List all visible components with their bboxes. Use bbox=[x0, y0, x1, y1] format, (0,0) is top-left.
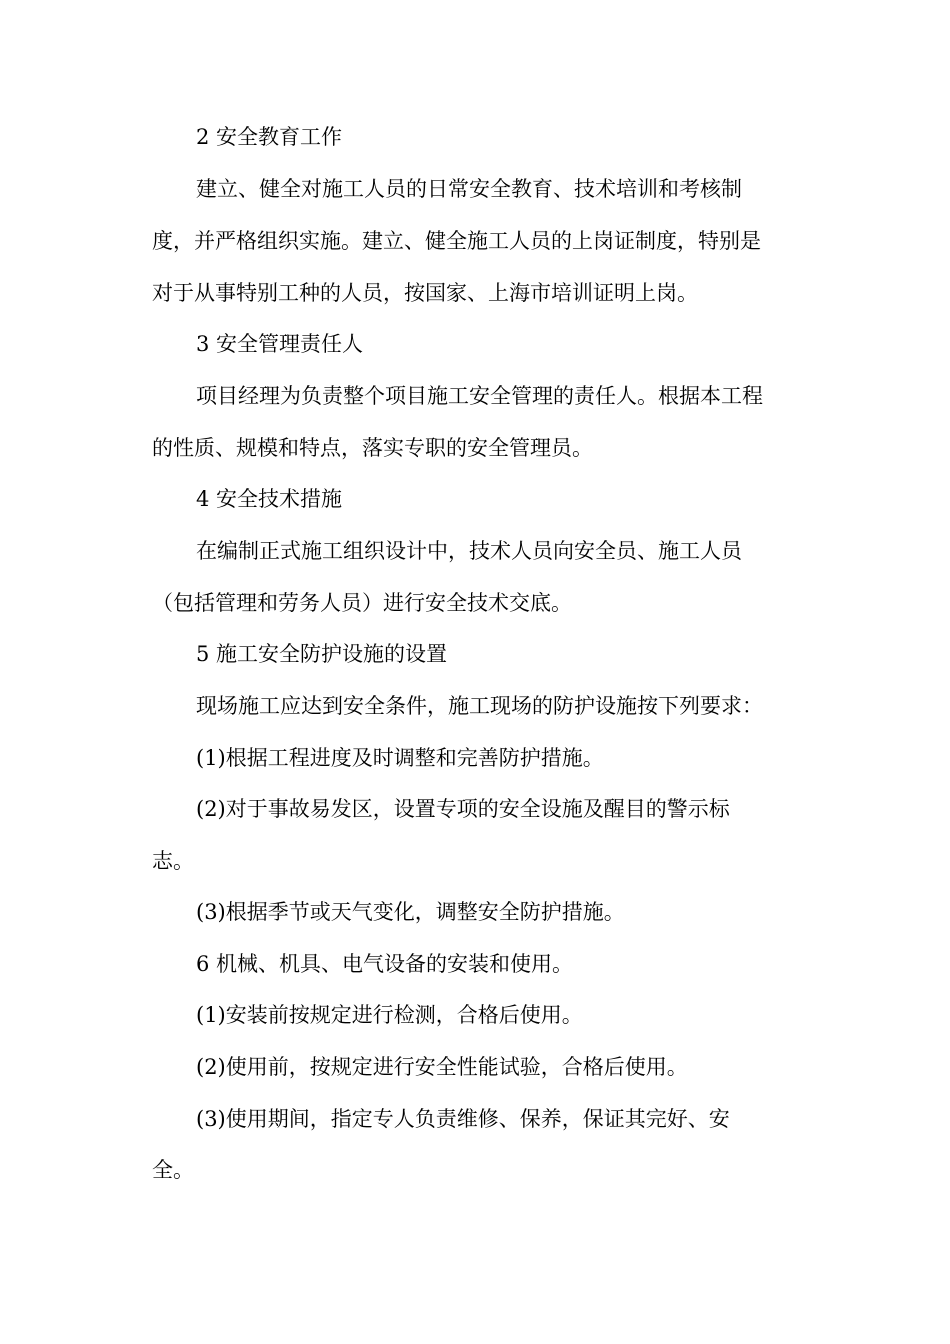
list-item: (3)根据季节或天气变化，调整安全防护措施。 bbox=[196, 900, 625, 924]
paragraph-line: 的性质、规模和特点，落实专职的安全管理员。 bbox=[152, 436, 593, 460]
paragraph-line: 建立、健全对施工人员的日常安全教育、技术培训和考核制 bbox=[196, 177, 742, 201]
list-item: (3)使用期间，指定专人负责维修、保养，保证其完好、安 bbox=[196, 1107, 730, 1131]
paragraph-line: （包括管理和劳务人员）进行安全技术交底。 bbox=[152, 591, 572, 615]
list-item-continuation: 全。 bbox=[152, 1158, 194, 1182]
list-item: (1)根据工程进度及时调整和完善防护措施。 bbox=[196, 746, 604, 770]
section-heading-2: 2 安全教育工作 bbox=[196, 125, 343, 149]
paragraph-line: 项目经理为负责整个项目施工安全管理的责任人。根据本工程 bbox=[196, 384, 763, 408]
section-heading-3: 3 安全管理责任人 bbox=[196, 332, 364, 356]
paragraph-line: 现场施工应达到安全条件，施工现场的防护设施按下列要求： bbox=[196, 694, 763, 718]
section-heading-4: 4 安全技术措施 bbox=[196, 487, 343, 511]
section-heading-5: 5 施工安全防护设施的设置 bbox=[196, 642, 448, 666]
paragraph-line: 对于从事特别工种的人员，按国家、上海市培训证明上岗。 bbox=[152, 281, 698, 305]
paragraph-line: 在编制正式施工组织设计中，技术人员向安全员、施工人员 bbox=[196, 539, 742, 563]
list-item: (2)对于事故易发区，设置专项的安全设施及醒目的警示标 bbox=[196, 797, 730, 821]
list-item: (1)安装前按规定进行检测，合格后使用。 bbox=[196, 1003, 583, 1027]
paragraph-line: 度，并严格组织实施。建立、健全施工人员的上岗证制度，特别是 bbox=[152, 229, 761, 253]
list-item: (2)使用前，按规定进行安全性能试验，合格后使用。 bbox=[196, 1055, 688, 1079]
section-heading-6: 6 机械、机具、电气设备的安装和使用。 bbox=[196, 952, 574, 976]
list-item-continuation: 志。 bbox=[152, 849, 194, 873]
